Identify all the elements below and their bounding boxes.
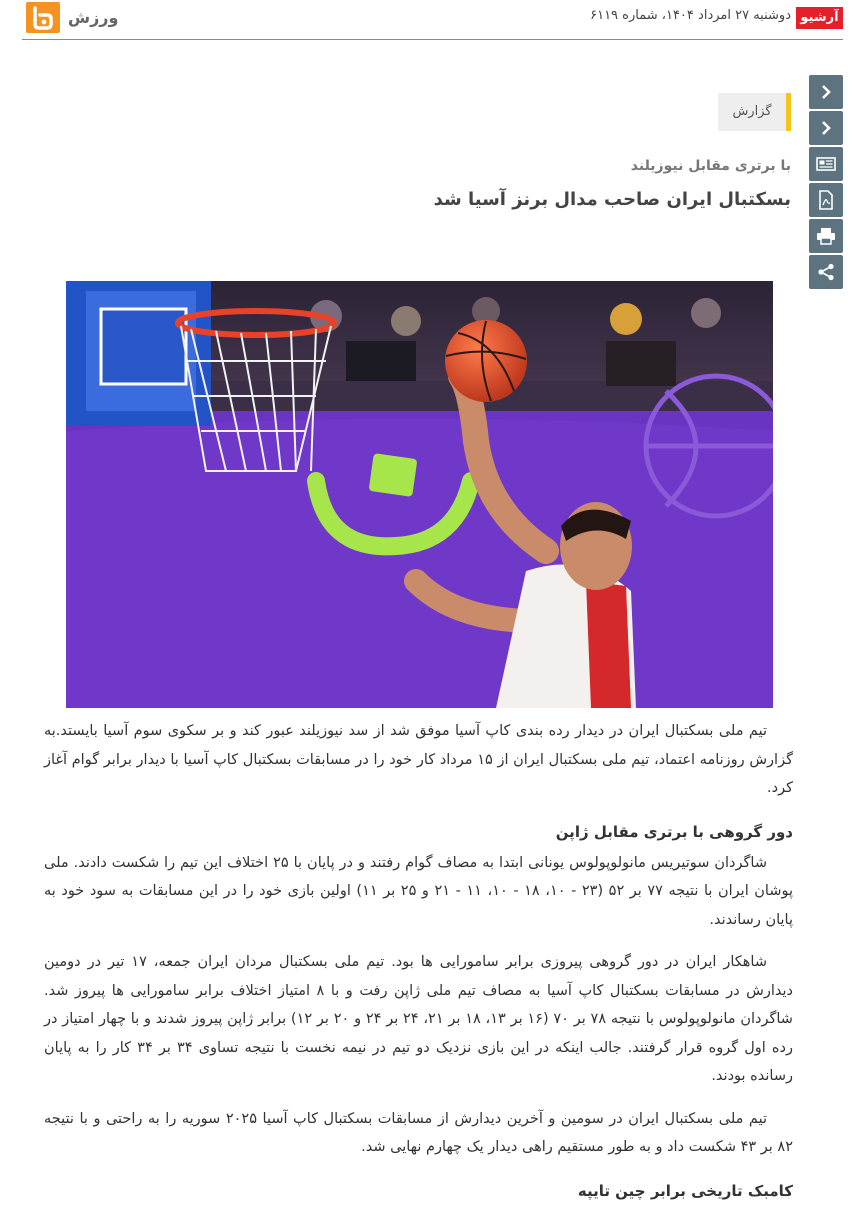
- previous-article-button[interactable]: [809, 111, 843, 145]
- article-paragraph: شاهکار ایران در دور گروهی پیروزی برابر سامورایی ها بود. تیم ملی بسکتبال مردان ایران جمعه، ۱۷ تیر در دومین دیدارش در مسابقات بسکتبال کاپ آسیا به مصاف تیم ملی ژاپن رفت و با ۸ امتیاز اختلاف برابر سامورایی ها پیروز شد. شاگردان مانولوپولوس با نتیجه ۷۸ بر ۷۰ (۱۶ بر ۱۳، ۱۸ بر ۲۱، ۲۴ بر ۲۴ و ۲۰ بر ۱۲) برابر ژاپن پیروز شدند و با چهار امتیاز در رده اول گروه قرار گرفتند. جالب اینکه در این بازی نزدیک دو تیم در نیمه نخست با نتیجه تساوی ۳۴ بر ۳۴ کار را به پایان رسانده بودند.: [44, 954, 793, 1084]
- chevron-right-icon: [818, 120, 834, 136]
- print-button[interactable]: [809, 219, 843, 253]
- article-subtitle: با برتری مقابل نیوزیلند: [630, 158, 791, 174]
- chevron-right-icon: [818, 84, 834, 100]
- pdf-icon: [818, 190, 834, 210]
- basketball-photo-illustration: [66, 281, 773, 708]
- share-button[interactable]: [809, 255, 843, 289]
- section-heading: دور گروهی با برتری مقابل ژاپن: [555, 822, 793, 841]
- share-icon: [817, 263, 835, 281]
- archive-button[interactable]: آرشیو: [796, 7, 843, 29]
- article-paragraph: شاگردان سوتیریس مانولوپولوس یونانی ابتدا به مصاف گوام رفتند و در پایان با ۲۵ اختلاف این تیم را شکست دادند. ملی پوشان ایران با نتیجه ۷۷ بر ۵۲ (۲۳ - ۱۰، ۱۸ - ۱۰، ۱۱ - ۲۱ و ۲۵ بر ۱۱) اولین بازی خود را در این مسابقات به سود خود به پایان رساندند.: [44, 854, 794, 928]
- news-icon: [816, 156, 836, 172]
- article-body: [44, 717, 793, 1208]
- logo-icon: [26, 2, 60, 33]
- article-lead: تیم ملی بسکتبال ایران در دیدار رده بندی کاپ آسیا موفق شد از سد نیوزیلند عبور کند و بر سکوی سوم آسیا بایستد.به گزارش روزنامه اعتماد، تیم ملی بسکتبال ایران از ۱۵ مرداد کار خود را در مسابقات بسکتبال کاپ آسیا با دیدار برابر گوام آغاز کرد.: [44, 723, 793, 796]
- article-photo: [66, 281, 773, 708]
- issue-date: دوشنبه ۲۷ امرداد ۱۴۰۴، شماره ۶۱۱۹: [590, 8, 791, 23]
- side-toolbar: [809, 75, 843, 291]
- site-header: [22, 0, 843, 40]
- report-tag: گزارش: [718, 93, 791, 131]
- site-logo[interactable]: [26, 2, 60, 33]
- section-name[interactable]: ورزش: [68, 8, 119, 27]
- print-icon: [816, 227, 836, 245]
- pdf-button[interactable]: [809, 183, 843, 217]
- section-heading: کامبک تاریخی برابر چین تایپه: [577, 1181, 793, 1200]
- article-paragraph: تیم ملی بسکتبال ایران در سومین و آخرین دیدارش از مسابقات بسکتبال کاپ آسیا ۲۰۲۵ سوریه را به راحتی و با نتیجه ۸۲ بر ۴۳ شکست داد و به طور مستقیم راهی دیدار یک چهارم نهایی شد.: [44, 1110, 793, 1155]
- next-article-button[interactable]: [809, 75, 843, 109]
- news-button[interactable]: [809, 147, 843, 181]
- article-title: بسکتبال ایران صاحب مدال برنز آسیا شد: [433, 189, 791, 210]
